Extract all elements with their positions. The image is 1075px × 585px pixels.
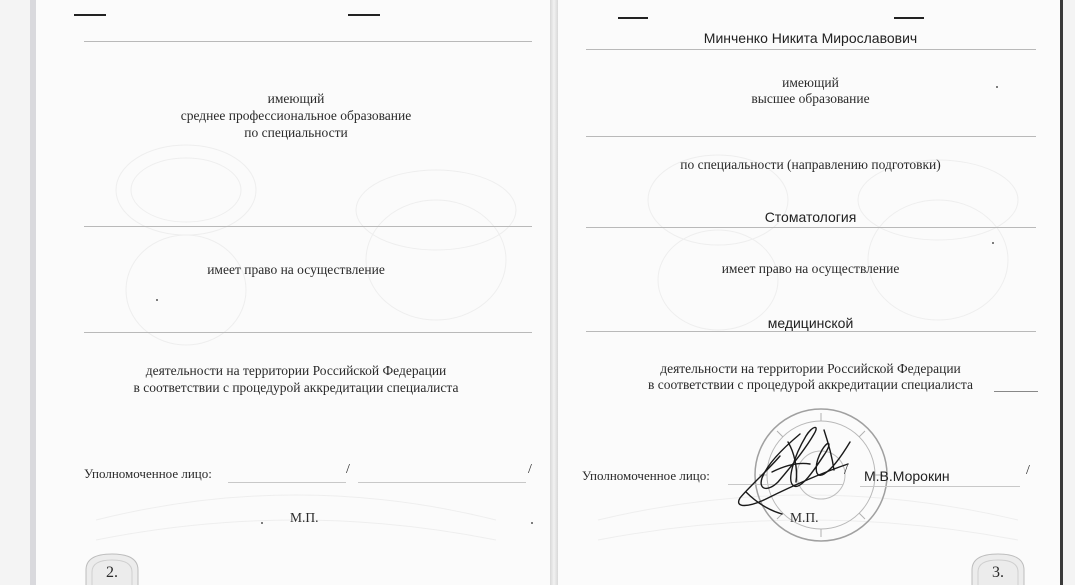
activity-line	[84, 332, 532, 333]
page-number-badge	[80, 548, 144, 585]
specialty-value: Стоматология	[764, 209, 857, 225]
name-line	[586, 49, 1036, 50]
speck	[992, 242, 994, 244]
having-text: имеющий	[782, 75, 839, 90]
seal-place-label: М.П.	[290, 510, 319, 525]
top-mark-left	[74, 14, 106, 16]
book-gutter	[550, 0, 558, 585]
territory-line-1: деятельности на территории Российской Федерации	[660, 361, 961, 376]
name-line	[84, 41, 532, 42]
official-name-line	[860, 486, 1020, 487]
signature-line	[228, 482, 346, 483]
top-mark-right	[894, 17, 924, 19]
right-to-text: имеет право на осуществление	[721, 261, 900, 276]
speck	[261, 522, 263, 524]
territory-line-2: в соответствии с процедурой аккредитации специалиста	[133, 380, 459, 395]
speck	[156, 299, 158, 301]
separator-slash-end: /	[1026, 463, 1030, 478]
territory-line-2: в соответствии с процедурой аккредитации специалиста	[648, 377, 973, 392]
official-name: М.В.Морокин	[864, 468, 950, 484]
right-scan-margin	[1063, 0, 1075, 585]
authorized-person-label: Уполномоченное лицо:	[582, 468, 710, 483]
guilloche-pattern	[36, 0, 550, 585]
specialty-line	[586, 227, 1036, 228]
activity-value: медицинской	[767, 315, 854, 331]
speck	[996, 86, 998, 88]
right-to-text: имеет право на осуществление	[207, 262, 385, 277]
separator-slash: /	[346, 462, 350, 477]
top-mark-left	[618, 17, 648, 19]
education-text: высшее образование	[751, 91, 870, 106]
specialty-caption: по специальности	[244, 125, 348, 140]
page-number: 2.	[106, 564, 118, 581]
separator-slash: /	[844, 463, 848, 478]
authorized-person-label: Уполномоченное лицо:	[84, 466, 212, 481]
top-mark-right	[348, 14, 380, 16]
handwritten-signature	[728, 412, 878, 522]
speck	[531, 522, 533, 524]
territory-line-1: деятельности на территории Российской Федерации	[145, 363, 447, 378]
page-number: 3.	[992, 564, 1004, 581]
page-number-badge	[966, 548, 1030, 585]
right-page	[558, 0, 1063, 585]
left-page	[30, 0, 550, 585]
trailing-line	[994, 391, 1038, 392]
specialty-caption: по специальности (направлению подготовки)	[680, 157, 941, 172]
having-text: имеющий	[267, 91, 325, 106]
separator-slash-end: /	[528, 462, 532, 477]
education-text: среднее профессиональное образование	[180, 108, 412, 123]
left-scan-margin	[0, 0, 30, 585]
holder-full-name: Минченко Никита Мирославович	[703, 30, 918, 46]
activity-line	[586, 331, 1036, 332]
specialty-line	[84, 226, 532, 227]
education-line	[586, 136, 1036, 137]
seal-place-label: М.П.	[790, 510, 819, 525]
official-name-line	[358, 482, 526, 483]
